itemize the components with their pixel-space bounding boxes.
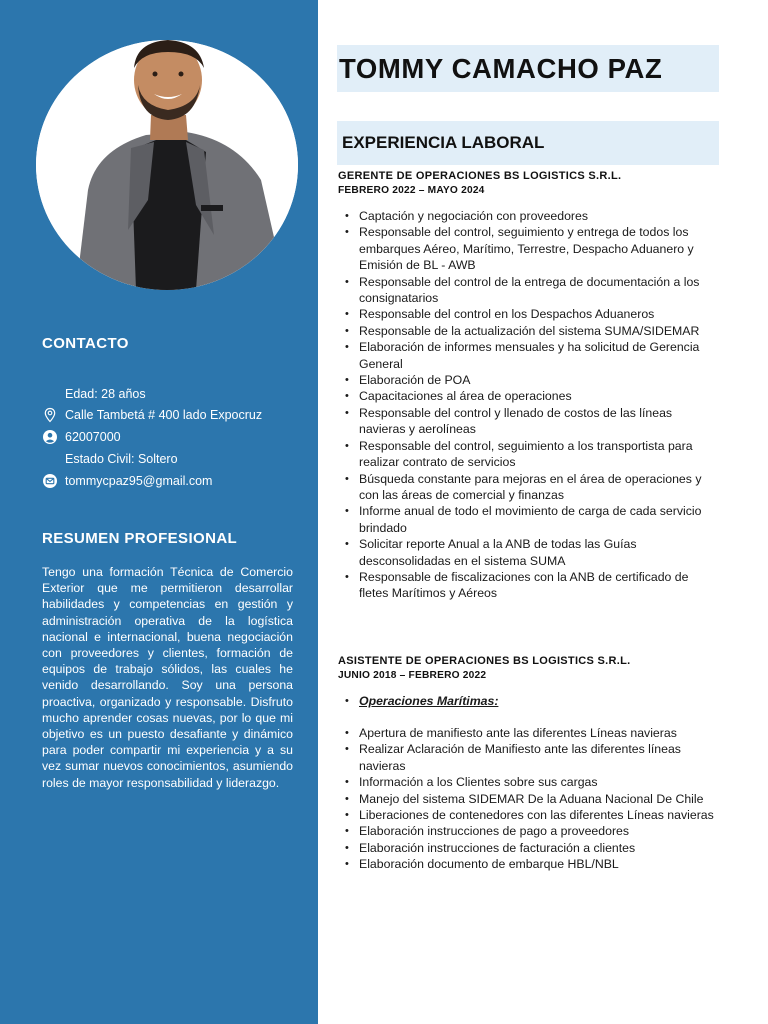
job-2-subheading-list: [359, 693, 719, 709]
job-2-title: ASISTENTE DE OPERACIONES BS LOGISTICS S.R.L.: [338, 655, 631, 667]
list-item: • Solicitar reporte Anual a la ANB de todas las Guías desconsolidadas en el sistema SUMA: [359, 536, 719, 569]
email-icon: [42, 473, 58, 489]
list-item: • Búsqueda constante para mejoras en el área de operaciones y con las áreas de comercial y finanzas: [359, 471, 719, 504]
candidate-name: TOMMY CAMACHO PAZ: [339, 52, 663, 84]
list-item: • Manejo del sistema SIDEMAR De la Aduana Nacional De Chile: [359, 791, 719, 807]
profile-photo: [36, 40, 298, 290]
contact-civil-status: [42, 450, 178, 468]
list-item: • Apertura de manifiesto ante las diferentes Líneas navieras: [359, 725, 719, 741]
job-2-subheading: [359, 693, 719, 709]
job-2-subheading-text: Operaciones Marítimas:: [359, 694, 499, 708]
job-2-dates: JUNIO 2018 – FEBRERO 2022: [338, 670, 487, 681]
list-item: • Responsable de fiscalizaciones con la ANB de certificado de fletes Marítimos y Aéreos: [359, 569, 719, 602]
list-item: • Responsable del control, seguimiento y entrega de todos los embarques Aéreo, Marítimo, Terrestre, Despacho Aduanero y Emisión de BL - AWB: [359, 224, 719, 273]
contact-age: [42, 385, 146, 403]
experience-banner: [337, 121, 719, 165]
list-item: • Realizar Aclaración de Manifiesto ante las diferentes líneas navieras: [359, 741, 719, 774]
experience-heading: EXPERIENCIA LABORAL: [342, 133, 545, 152]
list-item: • Responsable del control, seguimiento a los transportista para realizar contrato de servicios: [359, 438, 719, 471]
summary-heading: RESUMEN PROFESIONAL: [42, 530, 238, 547]
contact-phone-text: 62007000: [65, 430, 121, 444]
job-2-duties: [359, 725, 719, 873]
location-pin-icon: [42, 407, 58, 423]
list-item: • Capacitaciones al área de operaciones: [359, 388, 719, 404]
list-item: • Elaboración de POA: [359, 372, 719, 388]
contact-address: [42, 406, 262, 424]
user-circle-icon: [42, 429, 58, 445]
contact-civil-status-text: Estado Civil: Soltero: [65, 452, 178, 466]
list-item: • Información a los Clientes sobre sus cargas: [359, 774, 719, 790]
job-1-duties: [359, 208, 719, 602]
contact-email-text[interactable]: tommycpaz95@gmail.com: [65, 474, 213, 488]
contact-phone: [42, 428, 121, 446]
summary-text: Tengo una formación Técnica de Comercio Exterior que me permitieron desarrollar habilidades y competencias en gestión y administración operativa de la logística nacional e internacional, buena negociación con proveedores y clientes, formación de equipos de trabajo sólidos, las cuales he venido desarrollando. Soy una persona proactiva, organizado y responsable. Disfruto mucho aprender cosas nuevas, por lo que mi objetivo es un puesto desafiante y dinámico para poder compartir mi experiencia y a su vez sumar nuevos conocimientos, asumiendo roles de mayor responsabilidad y liderazgo.: [42, 565, 293, 790]
list-item: • Responsable del control de la entrega de documentación a los consignatarios: [359, 274, 719, 307]
list-item: • Elaboración documento de embarque HBL/NBL: [359, 856, 719, 872]
contact-email[interactable]: [42, 472, 212, 490]
list-item: • Informe anual de todo el movimiento de carga de cada servicio brindado: [359, 503, 719, 536]
job-1-dates: FEBRERO 2022 – MAYO 2024: [338, 185, 485, 196]
list-item: • Elaboración instrucciones de facturación a clientes: [359, 840, 719, 856]
list-item: • Responsable del control en los Despachos Aduaneros: [359, 306, 719, 322]
list-item: • Responsable del control y llenado de costos de las líneas navieras y aerolíneas: [359, 405, 719, 438]
name-banner: [337, 45, 719, 92]
list-item: • Responsable de la actualización del sistema SUMA/SIDEMAR: [359, 323, 719, 339]
job-1-title: GERENTE DE OPERACIONES BS LOGISTICS S.R.L.: [338, 170, 622, 182]
contact-heading: CONTACTO: [42, 335, 129, 352]
list-item: • Elaboración de informes mensuales y ha solicitud de Gerencia General: [359, 339, 719, 372]
list-item: • Captación y negociación con proveedores: [359, 208, 719, 224]
profile-photo-image: [36, 40, 298, 290]
list-item: • Liberaciones de contenedores con las diferentes Líneas navieras: [359, 807, 719, 823]
contact-age-text: Edad: 28 años: [65, 387, 146, 401]
list-item: • Elaboración instrucciones de pago a proveedores: [359, 823, 719, 839]
contact-address-text: Calle Tambetá # 400 lado Expocruz: [65, 408, 263, 422]
